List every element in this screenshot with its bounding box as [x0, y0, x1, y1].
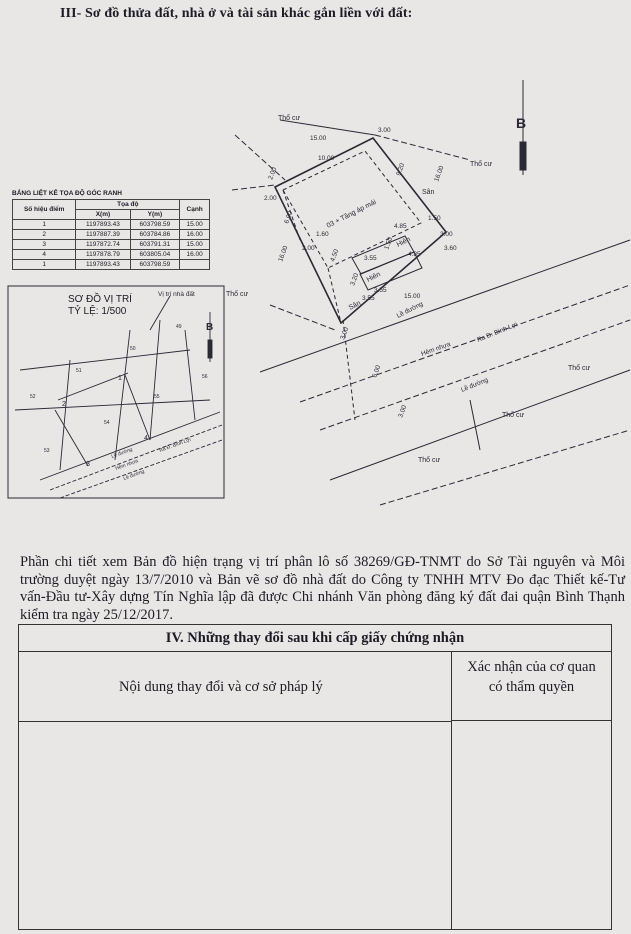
location-label: Vị trí nhà đất: [158, 291, 195, 298]
svg-text:6.00: 6.00: [283, 210, 295, 225]
col-confirm-header: [452, 651, 611, 721]
svg-text:1.50: 1.50: [383, 236, 395, 251]
changes-table: [18, 624, 612, 930]
svg-text:Hẻm nhựa: Hẻm nhựa: [114, 458, 139, 472]
parcel-numbers: [30, 324, 208, 454]
balcony-label: Hiên: [365, 271, 382, 284]
col-confirm-label-2: có thẩm quyền: [488, 679, 575, 695]
svg-text:Lề đường: Lề đường: [110, 446, 134, 460]
svg-text:16.00: 16.00: [277, 244, 290, 263]
section-title: III- Sơ đồ thửa đất, nhà ở và tài sản khác gắn liền với đất:: [60, 6, 413, 21]
road-label: Lề đường: [395, 300, 425, 320]
svg-text:3.00: 3.00: [339, 326, 351, 341]
col-confirm-label-1: Xác nhận của cơ quan: [467, 659, 596, 675]
mini-road-labels: [111, 437, 192, 482]
svg-text:4.85: 4.85: [408, 251, 421, 258]
col-coords: Tọa độ: [76, 200, 180, 210]
location-map-scale: TỶ LỆ: 1/500: [68, 306, 127, 317]
svg-text:4: 4: [144, 435, 148, 442]
yard-label: Sân: [422, 189, 435, 196]
building-label: 03 + Tầng áp mái: [325, 198, 378, 230]
svg-text:2.00: 2.00: [267, 166, 279, 181]
changes-table-title: IV. Những thay đổi sau khi cấp giấy chứng nhận: [19, 625, 611, 652]
neighbor-label: Thổ cư: [470, 161, 493, 168]
col-point: Số hiệu điểm: [13, 200, 76, 220]
svg-text:16.00: 16.00: [433, 164, 446, 183]
svg-text:4.85: 4.85: [394, 223, 407, 230]
svg-text:3.00: 3.00: [440, 231, 453, 238]
svg-text:6.00: 6.00: [371, 364, 383, 379]
svg-text:51: 51: [76, 368, 82, 374]
coordinate-table-title: BẢNG LIỆT KÊ TỌA ĐỘ GÓC RANH: [12, 190, 122, 197]
road-label: Hẻm nhựa: [420, 340, 452, 358]
neighbor-label: Thổ cư: [568, 365, 591, 372]
svg-text:3.00: 3.00: [397, 404, 409, 419]
svg-text:10.00: 10.00: [318, 155, 335, 162]
svg-text:53: 53: [44, 448, 50, 454]
table-row: 4 1197878.79 603805.04 16.00: [13, 250, 210, 260]
svg-text:50: 50: [130, 346, 136, 352]
road-label: Lề đường: [460, 376, 490, 394]
road-label: Ra Đ. Bình Lợi: [476, 321, 519, 344]
location-map-title: [68, 294, 132, 318]
svg-text:15.00: 15.00: [310, 135, 327, 142]
svg-text:4.50: 4.50: [329, 248, 341, 263]
svg-text:55: 55: [154, 394, 160, 400]
svg-text:Ra Đ. Bình Lợi: Ra Đ. Bình Lợi: [158, 436, 192, 454]
table-row: 2 1197887.39 603784.86 16.00: [13, 230, 210, 240]
col-edge: Cạnh: [180, 200, 210, 220]
table-row: 1 1197893.43 603798.59 15.00: [13, 220, 210, 230]
neighbor-label: Thổ cư: [278, 115, 301, 122]
svg-text:1: 1: [118, 375, 122, 382]
svg-text:2.00: 2.00: [264, 195, 277, 202]
location-map-heading: SƠ ĐỒ VỊ TRÍ: [68, 294, 132, 305]
col-y: Y(m): [130, 210, 180, 220]
col-x: X(m): [76, 210, 130, 220]
svg-text:3.55: 3.55: [362, 295, 375, 302]
neighbor-label: Thổ cư: [418, 457, 441, 464]
svg-text:3.00: 3.00: [378, 127, 391, 134]
svg-text:3.60: 3.60: [444, 245, 457, 252]
col-content-header: [19, 651, 451, 722]
table-row: 1 1197893.43 603798.59: [13, 260, 210, 270]
neighbor-label: Thổ cư: [226, 291, 249, 298]
neighbor-label: Thổ cư: [502, 412, 525, 419]
svg-text:52: 52: [30, 394, 36, 400]
svg-text:3.55: 3.55: [374, 287, 387, 294]
mini-north-label: B: [206, 322, 214, 333]
svg-text:Lề đường: Lề đường: [122, 468, 146, 482]
yard-label: Sân: [347, 299, 363, 312]
svg-text:49: 49: [176, 324, 182, 330]
table-row: 3 1197872.74 603791.31 15.00: [13, 240, 210, 250]
svg-text:3: 3: [86, 461, 90, 468]
svg-text:15.00: 15.00: [404, 293, 421, 300]
col-content-label: Nội dung thay đổi và cơ sở pháp lý: [119, 679, 323, 695]
svg-text:3.55: 3.55: [364, 255, 377, 262]
svg-text:9.20: 9.20: [395, 162, 407, 177]
svg-text:1.50: 1.50: [428, 215, 441, 222]
north-label: B: [516, 115, 527, 131]
detail-note: Phần chi tiết xem Bản đồ hiện trạng vị trí phân lô số 38269/GĐ-TNMT do Sở Tài nguyên và Môi trường duyệt ngày 13/7/2010 và Bản vẽ sơ đồ nhà đất do Công ty TNHH MTV Đo đạc Thiết kế-Tư vấn-Đầu tư-Xây dựng Tín Nghĩa lập đã được Chi nhánh Văn phòng đăng ký đất đai quận Bình Thạnh kiểm tra ngày 25/12/2017.: [20, 554, 625, 623]
svg-text:3.20: 3.20: [349, 272, 361, 287]
svg-text:56: 56: [202, 374, 208, 380]
svg-text:54: 54: [104, 420, 110, 426]
balcony-label: Hiên: [395, 236, 412, 249]
column-divider: [451, 651, 452, 929]
svg-text:1.60: 1.60: [316, 231, 329, 238]
svg-text:2.00: 2.00: [302, 245, 315, 252]
svg-text:2: 2: [62, 401, 66, 408]
